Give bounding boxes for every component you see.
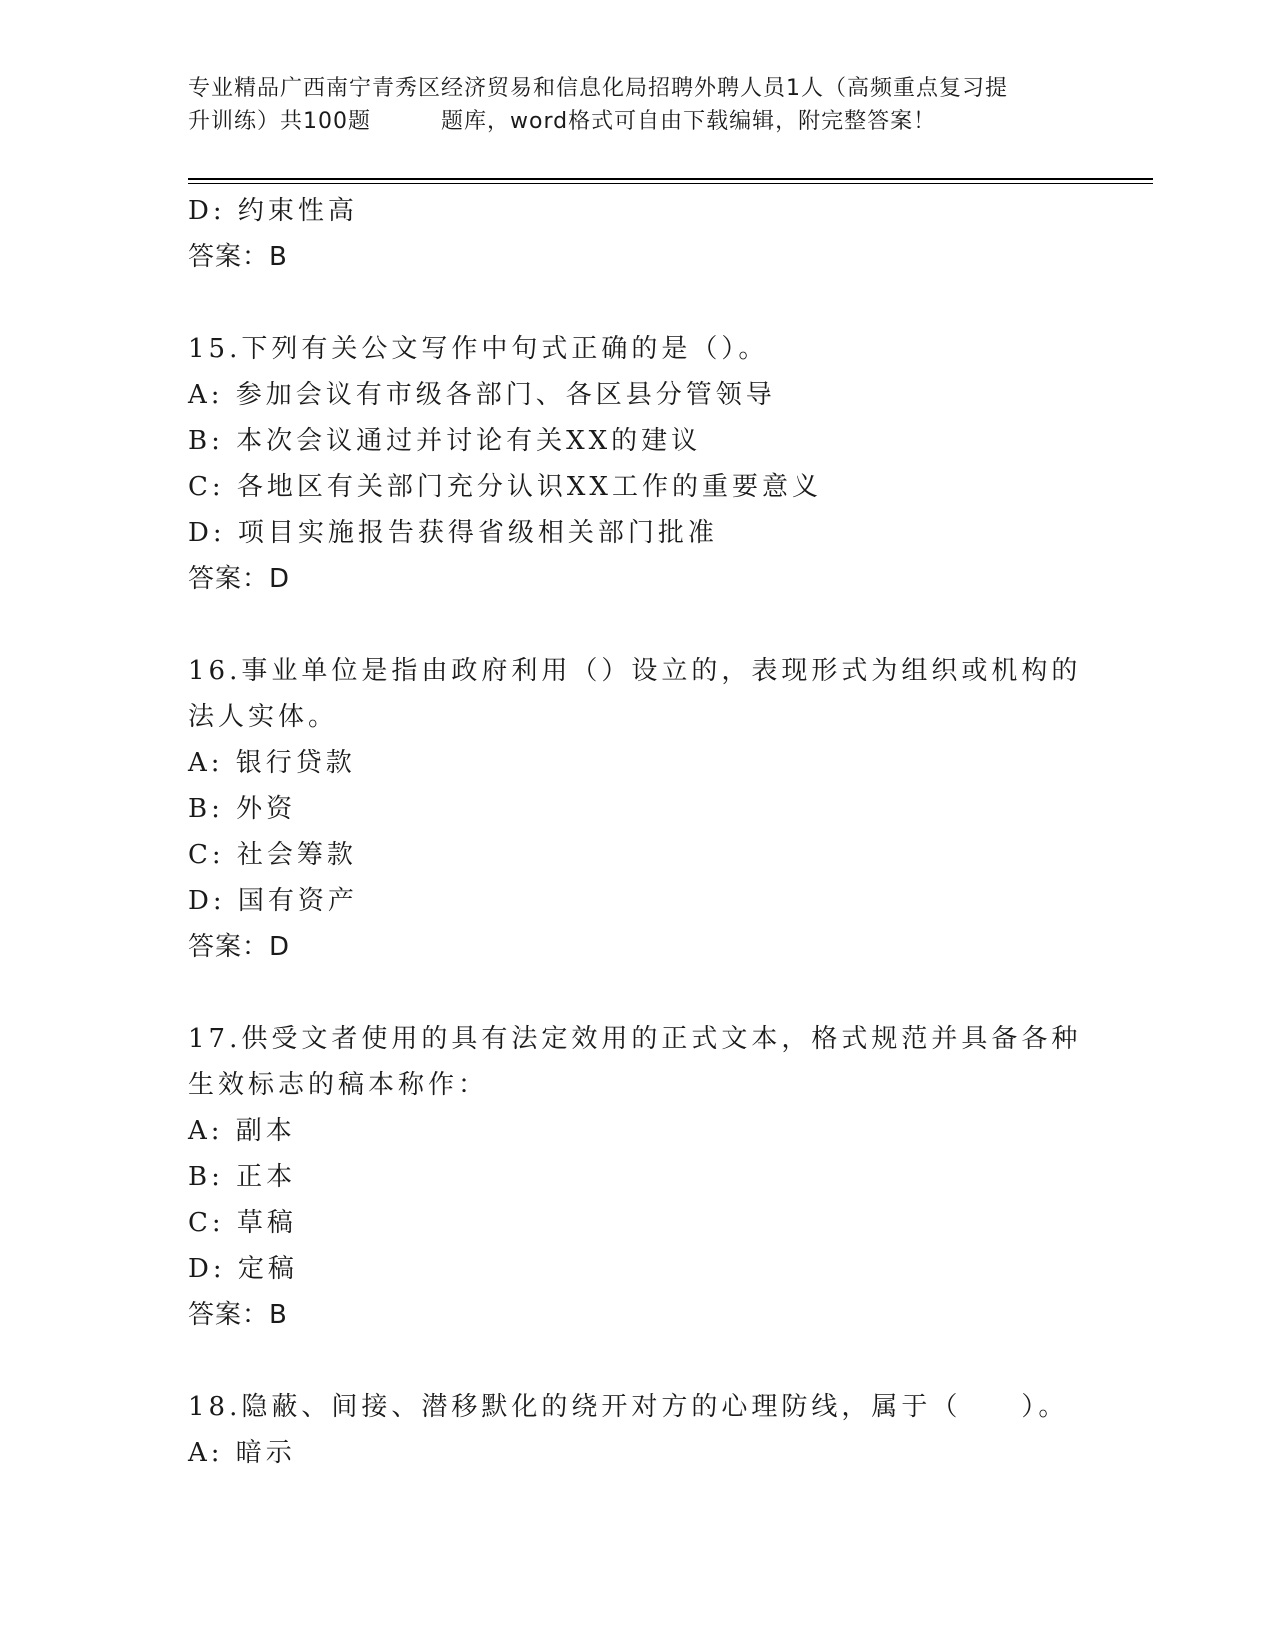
answer-line: 答案：B	[188, 242, 288, 272]
option-b: B: 正本	[188, 1162, 297, 1192]
option-a: A: 银行贷款	[188, 748, 356, 778]
document-header	[188, 72, 1088, 138]
document-body	[188, 188, 1088, 1476]
question-stem: 16.事业单位是指由政府利用（）设立的，表现形式为组织或机构的法人实体。	[188, 656, 1082, 732]
option-b: B: 本次会议通过并讨论有关XX的建议	[188, 426, 702, 456]
question-stem: 17.供受文者使用的具有法定效用的正式文本，格式规范并具备各种生效标志的稿本称作：	[188, 1024, 1082, 1100]
option-c: C: 草稿	[188, 1208, 297, 1238]
option-b: B: 外资	[188, 794, 297, 824]
option-d: D: 约束性高	[188, 196, 358, 226]
question-15	[188, 326, 1088, 602]
option-c: C: 社会筹款	[188, 840, 357, 870]
header-line-2-part-1: 升训练）共100题	[188, 109, 371, 134]
option-a: A: 副本	[188, 1116, 296, 1146]
question-16	[188, 648, 1088, 970]
question-17	[188, 1016, 1088, 1338]
header-line-2	[188, 105, 1088, 138]
answer-line: 答案：D	[188, 564, 291, 594]
option-a: A: 暗示	[188, 1438, 296, 1468]
option-d: D: 项目实施报告获得省级相关部门批准	[188, 518, 718, 548]
option-a: A: 参加会议有市级各部门、各区县分管领导	[188, 380, 776, 410]
header-divider-thick	[188, 178, 1153, 180]
header-line-2-part-2: 题库，word格式可自由下载编辑，附完整答案！	[441, 109, 937, 134]
question-stem: 15.下列有关公文写作中句式正确的是（）。	[188, 334, 769, 364]
answer-line: 答案：B	[188, 1300, 288, 1330]
header-line-1: 专业精品广西南宁青秀区经济贸易和信息化局招聘外聘人员1人（高频重点复习提	[188, 76, 1008, 101]
header-divider-thin	[188, 183, 1153, 184]
option-d: D: 定稿	[188, 1254, 298, 1284]
previous-question-tail	[188, 188, 1088, 280]
option-d: D: 国有资产	[188, 886, 358, 916]
option-c: C: 各地区有关部门充分认识XX工作的重要意义	[188, 472, 822, 502]
question-stem: 18.隐蔽、间接、潜移默化的绕开对方的心理防线，属于（ ）。	[188, 1392, 1069, 1422]
answer-line: 答案：D	[188, 932, 291, 962]
question-18	[188, 1384, 1088, 1476]
